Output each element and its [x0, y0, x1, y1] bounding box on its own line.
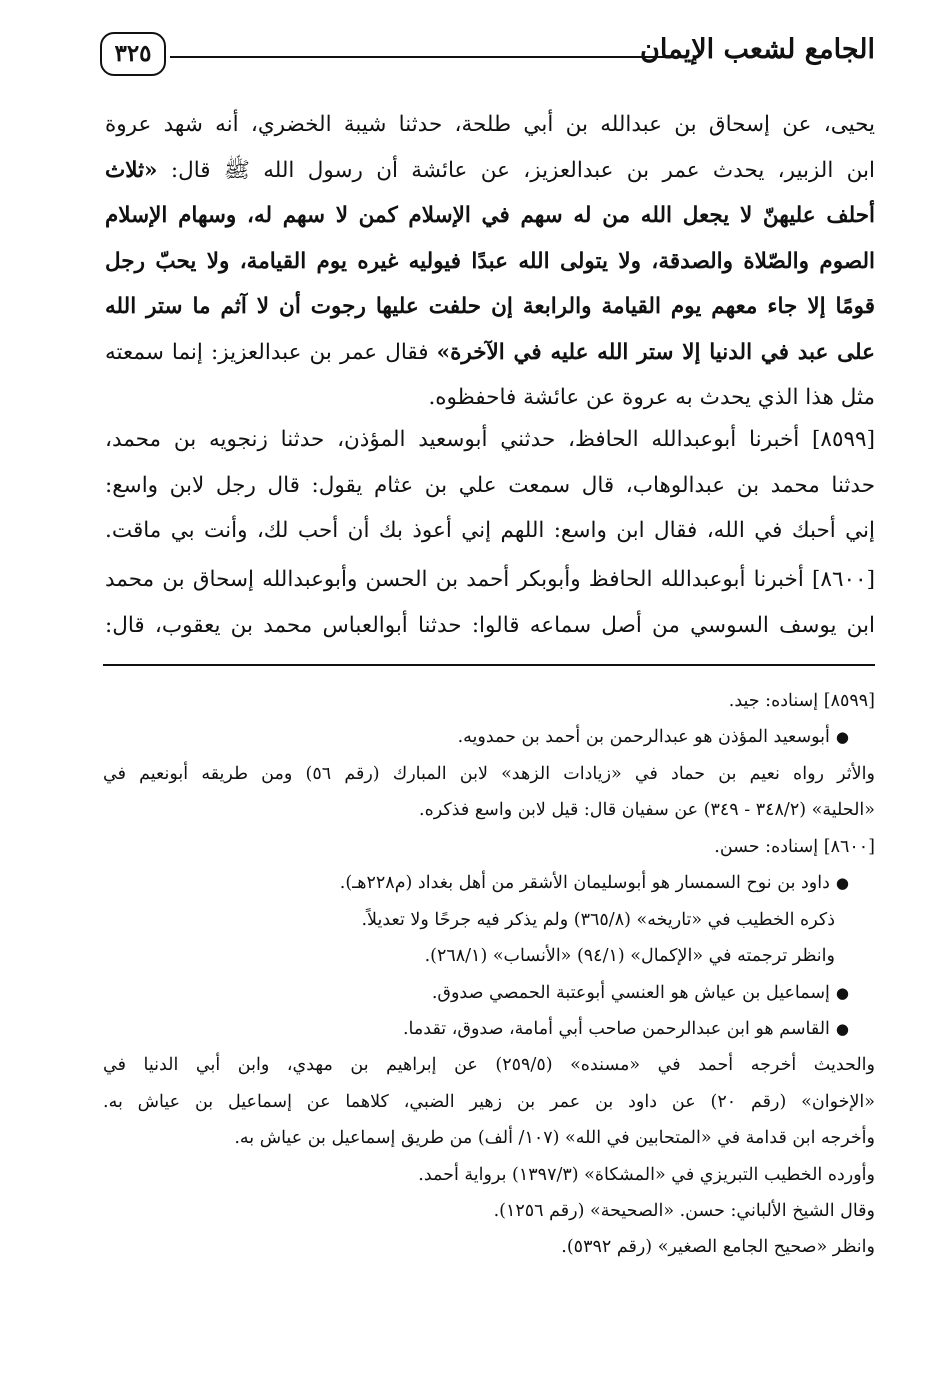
bullet-icon: ● [835, 874, 849, 893]
text-line: يحيى، عن إسحاق بن عبدالله بن أبي طلحة، حدثنا شيبة الخضري، أنه شهد عروة [105, 112, 875, 137]
bullet-icon: ● [835, 728, 849, 747]
footnote-bullet-line [103, 1011, 875, 1047]
bullet-icon: ● [835, 1019, 849, 1038]
footnote-line: والحديث أخرجه أحمد في «مسنده» (٢٥٩/٥) عن إبراهيم بن مهدي، وابن أبي الدنيا في [103, 1055, 875, 1076]
text-line [105, 148, 875, 194]
text-run: ابن الزبير، يحدث عمر بن عبدالعزيز، عن عائشة أن رسول الله ﷺ قال: [170, 157, 875, 183]
hadith-text-line: قومًا إلا جاء معهم يوم القيامة والرابعة إن حلفت عليها رجوت أن لا آثم ما ستر الله [105, 294, 875, 319]
text-line: حدثنا محمد بن عبدالوهاب، قال سمعت علي بن عثام يقول: قال رجل لابن واسع: [105, 472, 875, 498]
footnote-heading: [٨٦٠٠] إسناده: حسن. [714, 837, 875, 857]
footnote-text: القاسم هو ابن عبدالرحمن صاحب أبي أمامة، صدوق، تقدما. [402, 1018, 830, 1039]
footnote-line: «الحلية» (٣٤٨/٢ - ٣٤٩) عن سفيان قال: قيل لابن واسع فذكره. [419, 800, 875, 821]
text-line [105, 330, 875, 376]
page-number: ٣٢٥ [100, 32, 166, 76]
footnote-text: داود بن نوح السمسار هو أبوسليمان الأشقر من أهل بغداد (م٢٢٨هـ). [339, 873, 830, 894]
footnote-text: إسماعيل بن عياش هو العنسي أبوعتبة الحمصي صدوق. [431, 982, 830, 1003]
footnote-8600 [103, 829, 875, 1266]
text-line: ابن يوسف السوسي من أصل سماعه قالوا: حدثنا أبوالعباس محمد بن يعقوب، قال: [105, 612, 875, 638]
page-header [100, 30, 875, 82]
footnote-line: والأثر رواه نعيم بن حماد في «زيادات الزهد» لابن المبارك (رقم ٥٦) ومن طريقه أبونعيم في [103, 763, 875, 784]
hadith-text-line: أحلف عليهنّ لا يجعل الله من له سهم في الإسلام كمن لا سهم له، وسهام الإسلام [105, 203, 875, 228]
hadith-text-line: الصوم والصّلاة والصدقة، ولا يتولى الله عبدًا فيوليه غيره يوم القيامة، ولا يحبّ رجل [105, 248, 875, 274]
footnote-line: «الإخوان» (رقم ٢٠) عن داود بن عمر بن زهير الضبي، كلاهما عن إسماعيل بن عياش به. [103, 1091, 875, 1112]
footnote-line: وانظر «صحيح الجامع الصغير» (رقم ٥٣٩٢). [561, 1237, 875, 1258]
footnote-text: أبوسعيد المؤذن هو عبدالرحمن بن أحمد بن حمدويه. [457, 727, 830, 748]
hadith-text-bold: «ثلاث [105, 157, 158, 183]
text-line: إني أحبك في الله، فقال ابن واسع: اللهم إني أعوذ بك أن أحب لك، وأنت بي ماقت. [105, 518, 875, 543]
footnote-subline: وانظر ترجمته في «الإكمال» (٩٤/١) «الأنساب» (٢٦٨/١). [424, 946, 835, 967]
text-run: فقال عمر بن عبدالعزيز: إنما سمعته [105, 339, 429, 365]
footnote-bullet-line [103, 975, 875, 1011]
text-line: [٨٥٩٩] أخبرنا أبوعبدالله الحافظ، حدثني أبوسعيد المؤذن، حدثنا زنجويه بن محمد، [105, 427, 875, 452]
hadith-text-bold: على عبد في الدنيا إلا ستر الله عليه في الآخرة» [436, 339, 875, 365]
footnote-line: وقال الشيخ الألباني: حسن. «الصحيحة» (رقم ١٢٥٦). [493, 1200, 875, 1221]
header-rule [170, 56, 670, 58]
footnote-subline: ذكره الخطيب في «تاريخه» (٣٦٥/٨) ولم يذكر فيه جرحًا ولا تعديلاً. [361, 909, 835, 930]
paragraph-hadith-continuation [105, 102, 875, 421]
footnote-bullet-line [103, 865, 875, 901]
running-title: الجامع لشعب الإيمان [640, 34, 875, 65]
footnote-heading: [٨٥٩٩] إسناده: جيد. [728, 691, 875, 711]
paragraph-8600 [105, 557, 875, 648]
footnote-line: وأخرجه ابن قدامة في «المتحابين في الله» (١٠٧/ ألف) من طريق إسماعيل بن عياش به. [234, 1128, 875, 1149]
bullet-icon: ● [835, 983, 849, 1002]
paragraph-8599 [105, 417, 875, 554]
text-line: [٨٦٠٠] أخبرنا أبوعبدالله الحافظ وأبوبكر أحمد بن الحسن وأبوعبدالله إسحاق بن محمد [105, 567, 875, 592]
footnote-8599 [103, 683, 875, 829]
text-line: مثل هذا الذي يحدث به عروة عن عائشة فاحفظوه. [428, 385, 875, 410]
footnote-line: وأورده الخطيب التبريزي في «المشكاة» (١٣٩٧/٣) برواية أحمد. [418, 1164, 875, 1185]
footnote-bullet-line [103, 719, 875, 755]
footnote-separator [103, 664, 875, 666]
